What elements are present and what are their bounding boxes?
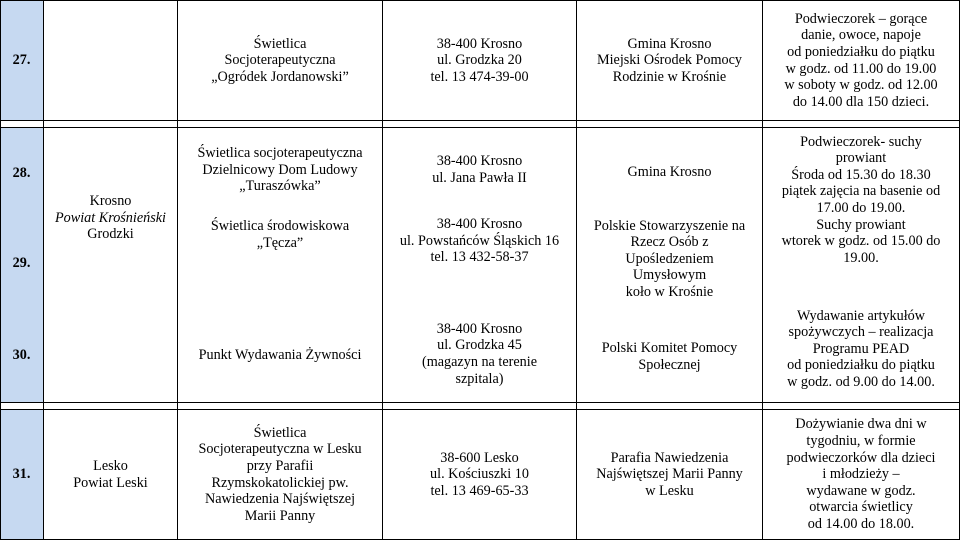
text-line: wydawane w godz. xyxy=(806,482,916,499)
row31-organizer xyxy=(577,410,762,539)
text-line: w godz. od 11.00 do 19.00 xyxy=(785,60,937,77)
row27-organizer xyxy=(577,1,762,120)
text-line: piątek zajęcia na basenie od xyxy=(781,183,941,200)
text-line: Świetlica środowiskowa xyxy=(210,218,350,235)
text-line: Podwieczorek- suchy xyxy=(800,133,922,150)
text-line: „Turaszówka” xyxy=(239,178,321,195)
text-line: Lesko xyxy=(93,457,128,474)
text-line: Parafia Nawiedzenia xyxy=(610,449,729,466)
row28-29-organizer-bottom xyxy=(577,212,762,306)
text-line: Gmina Krosno xyxy=(627,35,712,52)
text-line: Socjoterapeutyczna xyxy=(224,52,336,69)
text-line: podwieczorków dla dzieci xyxy=(786,449,936,466)
text-line: wtorek w godz. od 15.00 do xyxy=(781,233,941,250)
text-line: Gmina Krosno xyxy=(627,163,712,180)
text-line: Krosno xyxy=(89,193,132,210)
text-line: Polski Komitet Pomocy xyxy=(601,340,738,357)
text-line: Socjoterapeutyczna w Lesku xyxy=(198,441,362,458)
row30-address xyxy=(383,316,576,392)
text-line: 38-600 Lesko xyxy=(440,449,519,466)
text-line: ul. Grodzka 20 xyxy=(437,52,522,69)
row30-name xyxy=(178,340,382,370)
row27-address xyxy=(383,1,576,120)
text-line: Rzymskokatolickiej pw. xyxy=(211,474,349,491)
text-line: spożywczych – realizacja xyxy=(788,324,934,341)
text-line: Miejski Ośrodek Pomocy xyxy=(596,52,743,69)
row-number-29: 29. xyxy=(12,254,31,271)
text-line: Społecznej xyxy=(638,357,701,373)
text-line: 17.00 do 19.00. xyxy=(816,200,906,216)
text-line: Środa od 15.30 do 18.30 xyxy=(791,166,931,183)
row-number-30: 30. xyxy=(12,346,31,363)
row29-name xyxy=(178,212,382,258)
text-line: koło w Krośnie xyxy=(625,283,714,300)
rule-27-bottom-a xyxy=(0,120,960,121)
text-line: Świetlica xyxy=(253,35,307,52)
row31-form xyxy=(763,410,959,539)
row28-29-organizer-top xyxy=(577,158,762,186)
row30-organizer xyxy=(577,336,762,378)
text-line: ul. Powstańców Śląskich 16 xyxy=(399,232,560,249)
text-line: „Ogródek Jordanowski” xyxy=(211,68,349,85)
text-line: Rzecz Osób z xyxy=(630,234,709,251)
text-line: danie, owoce, napoje xyxy=(801,27,921,44)
row31-address xyxy=(383,410,576,539)
text-line: Punkt Wydawania Żywności xyxy=(198,346,362,363)
text-line: w Lesku xyxy=(645,482,694,499)
text-line: Dzielnicowy Dom Ludowy xyxy=(202,161,358,178)
text-line: od poniedziałku do piątku xyxy=(787,43,935,60)
text-line: tel. 13 432-58-37 xyxy=(430,249,529,266)
row-number-28: 28. xyxy=(12,164,31,181)
row27-form xyxy=(763,1,959,120)
text-line: (magazyn na terenie xyxy=(421,354,537,370)
text-line: od poniedziałku do piątku xyxy=(787,357,935,374)
text-line: tel. 13 474-39-00 xyxy=(430,68,529,85)
text-line: Najświętszej Marii Panny xyxy=(596,466,743,483)
text-line: Programu PEAD xyxy=(812,340,910,357)
row30-form xyxy=(763,302,959,396)
row31-name xyxy=(178,410,382,539)
text-line: ul. Grodzka 45 xyxy=(437,337,522,354)
rule-30-bottom-a xyxy=(0,402,960,403)
text-line: tygodniu, w formie xyxy=(806,433,916,450)
text-line: „Tęcza” xyxy=(256,235,304,251)
text-line: od 14.00 do 18.00. xyxy=(807,515,915,532)
krosno-locality xyxy=(44,128,177,308)
text-line: 38-400 Krosno xyxy=(436,35,523,52)
text-line: Dożywianie dwa dni w xyxy=(795,416,927,433)
row-number-27: 27. xyxy=(12,52,31,69)
row28-29-form xyxy=(763,128,959,272)
text-line: w godz. od 9.00 do 14.00. xyxy=(787,373,935,390)
text-line: 38-400 Krosno xyxy=(436,153,523,170)
text-line: Upośledzeniem xyxy=(625,250,714,267)
text-line: tel. 13 469-65-33 xyxy=(430,482,529,499)
row28-address xyxy=(383,146,576,194)
text-line: Wydawanie artykułów xyxy=(797,307,925,324)
rule-bottom xyxy=(0,539,960,540)
text-line: prowiant xyxy=(835,150,887,167)
text-line: Marii Panny xyxy=(244,507,316,524)
text-line: Grodzki xyxy=(87,226,134,243)
text-line: 19.00. xyxy=(843,249,879,266)
text-line: Świetlica socjoterapeutyczna xyxy=(197,145,363,162)
text-line: i młodzieży – xyxy=(822,466,900,483)
text-line: ul. Jana Pawła II xyxy=(432,170,527,186)
text-line: 38-400 Krosno xyxy=(436,216,523,233)
text-line: Nawiedzenia Najświętszej xyxy=(204,491,356,508)
text-line: przy Parafii xyxy=(246,457,314,474)
text-line: Podwieczorek – gorące xyxy=(794,10,928,27)
text-line: Powiat Krośnieński xyxy=(54,209,166,226)
text-line: otwarcia świetlicy xyxy=(809,499,913,516)
text-line: Rodzinie w Krośnie xyxy=(612,68,727,85)
row27-name xyxy=(178,1,382,120)
text-line: Umysłowym xyxy=(632,267,707,284)
row-number-31: 31. xyxy=(12,466,31,483)
text-line: Polskie Stowarzyszenie na xyxy=(593,217,746,234)
row28-name xyxy=(178,136,382,204)
text-line: Suchy prowiant xyxy=(816,216,906,233)
text-line: szpitala) xyxy=(455,370,504,387)
text-line: ul. Kościuszki 10 xyxy=(430,466,529,483)
text-line: Powiat Leski xyxy=(73,474,148,491)
text-line: w soboty w godz. od 12.00 xyxy=(784,77,938,94)
text-line: Świetlica xyxy=(253,424,307,441)
text-line: 38-400 Krosno xyxy=(436,320,523,337)
text-line: do 14.00 dla 150 dzieci. xyxy=(792,93,930,110)
row29-address xyxy=(383,212,576,270)
row31-locality xyxy=(44,410,177,539)
